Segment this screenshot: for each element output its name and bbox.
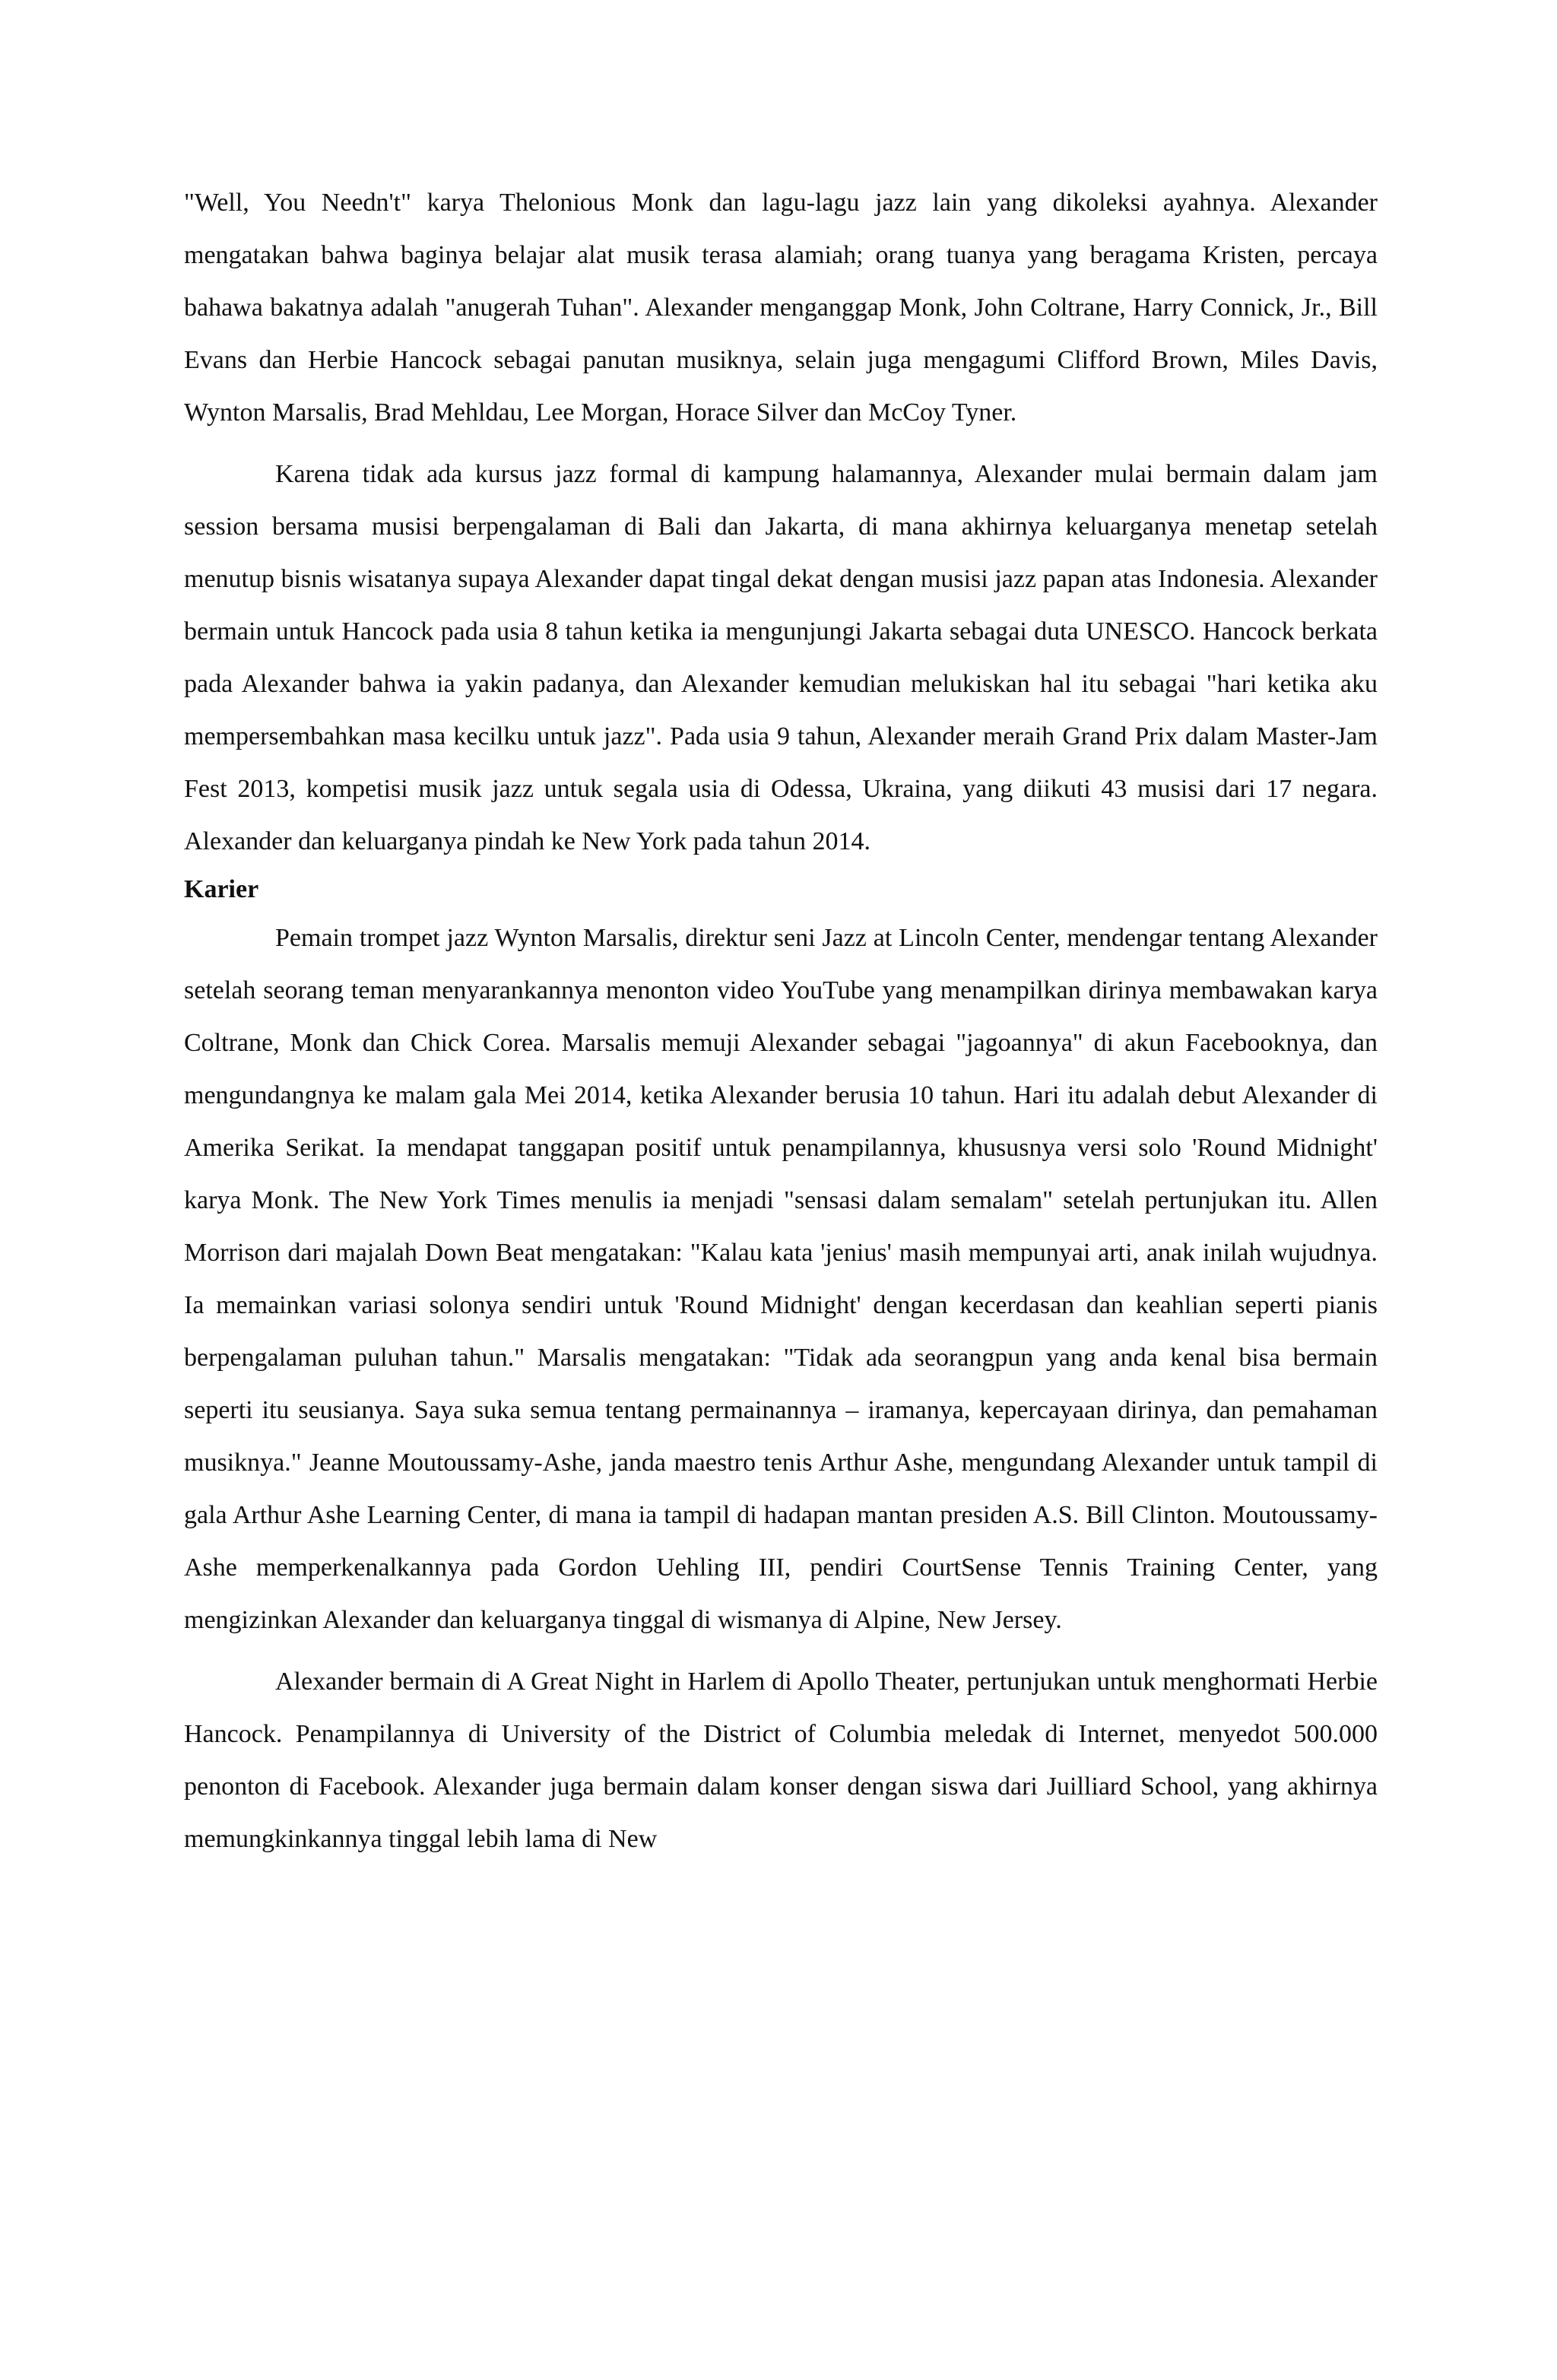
paragraph-performances: Alexander bermain di A Great Night in Harlem di Apollo Theater, pertunjukan untuk menghormati Herbie Hancock. Penampilannya di University of the District of Columbia meledak di Internet, menyedot 500.000 penonton di Facebook. Alexander juga bermain dalam konser dengan siswa dari Juilliard School, yang akhirnya memungkinkannya tinggal lebih lama di New — [184, 1668, 1378, 1853]
document-page — [184, 176, 1378, 1865]
paragraph-influences: "Well, You Needn't" karya Thelonious Monk dan lagu-lagu jazz lain yang dikoleksi ayahnya. Alexander mengatakan bahwa baginya belajar alat musik terasa alamiah; orang tuanya yang beragama Kristen, percaya bahawa bakatnya adalah "anugerah Tuhan". Alexander menganggap Monk, John Coltrane, Harry Connick, Jr., Bill Evans dan Herbie Hancock sebagai panutan musiknya, selain juga mengagumi Clifford Brown, Miles Davis, Wynton Marsalis, Brad Mehldau, Lee Morgan, Horace Silver dan McCoy Tyner. — [184, 189, 1378, 427]
section-heading-karier: Karier — [184, 875, 259, 903]
paragraph-early-career: Karena tidak ada kursus jazz formal di kampung halamannya, Alexander mulai bermain dalam jam session bersama musisi berpengalaman di Bali dan Jakarta, di mana akhirnya keluarganya menetap setelah menutup bisnis wisatanya supaya Alexander dapat tingal dekat dengan musisi jazz papan atas Indonesia. Alexander bermain untuk Hancock pada usia 8 tahun ketika ia mengunjungi Jakarta sebagai duta UNESCO. Hancock berkata pada Alexander bahwa ia yakin padanya, dan Alexander kemudian melukiskan hal itu sebagai "hari ketika aku mempersembahkan masa kecilku untuk jazz". Pada usia 9 tahun, Alexander meraih Grand Prix dalam Master-Jam Fest 2013, kompetisi musik jazz untuk segala usia di Odessa, Ukraina, yang diikuti 43 musisi dari 17 negara. Alexander dan keluarganya pindah ke New York pada tahun 2014. — [184, 460, 1378, 855]
paragraph-karier: Pemain trompet jazz Wynton Marsalis, direktur seni Jazz at Lincoln Center, mendengar tentang Alexander setelah seorang teman menyarankannya menonton video YouTube yang menampilkan dirinya membawakan karya Coltrane, Monk dan Chick Corea. Marsalis memuji Alexander sebagai "jagoannya" di akun Facebooknya, dan mengundangnya ke malam gala Mei 2014, ketika Alexander berusia 10 tahun. Hari itu adalah debut Alexander di Amerika Serikat. Ia mendapat tanggapan positif untuk penampilannya, khususnya versi solo 'Round Midnight' karya Monk. The New York Times menulis ia menjadi "sensasi dalam semalam" setelah pertunjukan itu. Allen Morrison dari majalah Down Beat mengatakan: "Kalau kata 'jenius' masih mempunyai arti, anak inilah wujudnya. Ia memainkan variasi solonya sendiri untuk 'Round Midnight' dengan kecerdasan dan keahlian seperti pianis berpengalaman puluhan tahun." Marsalis mengatakan: "Tidak ada seorangpun yang anda kenal bisa bermain seperti itu seusianya. Saya suka semua tentang permainannya – iramanya, kepercayaan dirinya, dan pemahaman musiknya." Jeanne Moutoussamy-Ashe, janda maestro tenis Arthur Ashe, mengundang Alexander untuk tampil di gala Arthur Ashe Learning Center, di mana ia tampil di hadapan mantan presiden A.S. Bill Clinton. Moutoussamy-Ashe memperkenalkannya pada Gordon Uehling III, pendiri CourtSense Tennis Training Center, yang mengizinkan Alexander dan keluarganya tinggal di wismanya di Alpine, New Jersey. — [184, 924, 1378, 1634]
